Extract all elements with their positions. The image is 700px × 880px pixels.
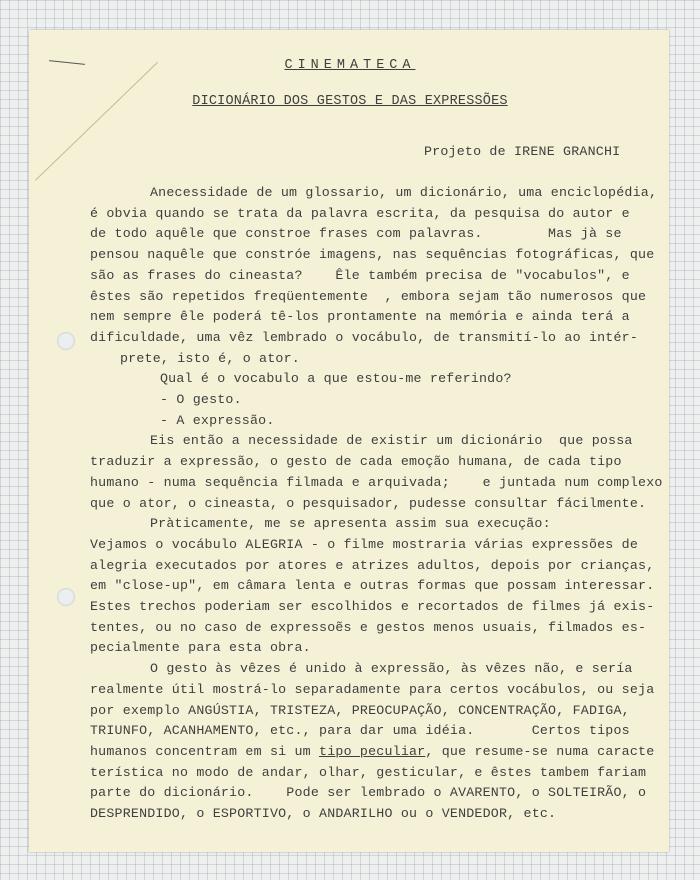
paragraph-line: de todo aquêle que constroe frases com palavras. Mas jà se — [90, 226, 622, 242]
paragraph-line: que o ator, o cineasta, o pesquisador, pudesse consultar fácilmente. — [90, 495, 647, 511]
paragraph-line: Eis então a necessidade de existir um dicionário que possa — [150, 433, 633, 449]
paragraph-line: traduzir a expressão, o gesto de cada emoção humana, de cada tipo — [90, 454, 622, 470]
paragraph-line: é obvia quando se trata da palavra escrita, da pesquisa do autor e — [90, 205, 630, 221]
paragraph-line: Pràticamente, me se apresenta assim sua execução: — [150, 516, 551, 532]
paragraph-line: terística no modo de andar, olhar, gesticular, e êstes tambem fariam — [90, 764, 647, 780]
document-title: CINEMATECA — [284, 58, 416, 73]
answer-line: - A expressão. — [160, 412, 275, 428]
paragraph-line: alegria executados por atores e atrizes adultos, depois por crianças, — [90, 557, 655, 573]
answer-line: - O gesto. — [160, 392, 242, 407]
paragraph-line: prete, isto é, o ator. — [120, 350, 300, 366]
paragraph-line: pensou naquêle que constróe imagens, nas sequências fotográficas, que — [90, 247, 655, 263]
paragraph-line: pecialmente para esta obra. — [90, 640, 311, 656]
paragraph-line: por exemplo ANGÚSTIA, TRISTEZA, PREOCUPAÇÃO, CONCENTRAÇÃO, FADIGA, — [90, 702, 630, 718]
paragraph-line: parte do dicionário. Pode ser lembrado o AVARENTO, o SOLTEIRÃO, o — [90, 785, 647, 801]
paragraph-line: nem sempre êle poderá tê-los prontamente na memória e ainda terá a — [90, 309, 630, 325]
paragraph-line: realmente útil mostrá-lo separadamente para certos vocábulos, ou seja — [90, 681, 655, 697]
paragraph-line: Anecessidade de um glossario, um dicionário, uma enciclopédia, — [150, 185, 658, 200]
paragraph-line: em "close-up", em câmara lenta e outras formas que possam interessar. — [90, 578, 655, 594]
underlined-phrase: tipo peculiar — [319, 743, 426, 759]
text-segment: humanos concentram em si um — [90, 743, 320, 759]
document-subtitle: DICIONÁRIO DOS GESTOS E DAS EXPRESSÕES — [192, 94, 508, 109]
paragraph-line: Vejamos o vocábulo ALEGRIA - o filme mostraria várias expressões de — [90, 536, 639, 552]
author-line: Projeto de IRENE GRANCHI — [424, 144, 621, 159]
paragraph-line: dificuldade, uma vêz lembrado o vocábulo, de transmití-lo ao intér- — [90, 329, 639, 345]
text-segment: , que resume-se numa caracte — [425, 743, 655, 759]
paragraph-line: DESPRENDIDO, o ESPORTIVO, o ANDARILHO ou o VENDEDOR, etc. — [90, 806, 557, 821]
paragraph-line: humano - numa sequência filmada e arquivada; e juntada num complexo — [90, 474, 663, 490]
paragraph-line: O gesto às vêzes é unido à expressão, às vêzes não, e sería — [150, 661, 633, 677]
paragraph-line: Estes trechos poderiam ser escolhidos e recortados de filmes já exis- — [90, 599, 655, 614]
question-line: Qual é o vocabulo a que estou-me referindo? — [160, 371, 512, 387]
paragraph-line-mixed — [90, 744, 654, 759]
paragraph-line: êstes são repetidos freqüentemente , embora sejam tão numerosos que — [90, 288, 647, 304]
paragraph-line: são as frases do cineasta? Êle também precisa de "vocabulos", e — [90, 267, 630, 283]
paragraph-line: tentes, ou no caso de expressoẽs e gestos menos usuais, filmados es- — [90, 619, 647, 635]
paragraph-line: TRIUNFO, ACANHAMENTO, etc., para dar uma idéia. Certos tipos — [90, 723, 630, 739]
